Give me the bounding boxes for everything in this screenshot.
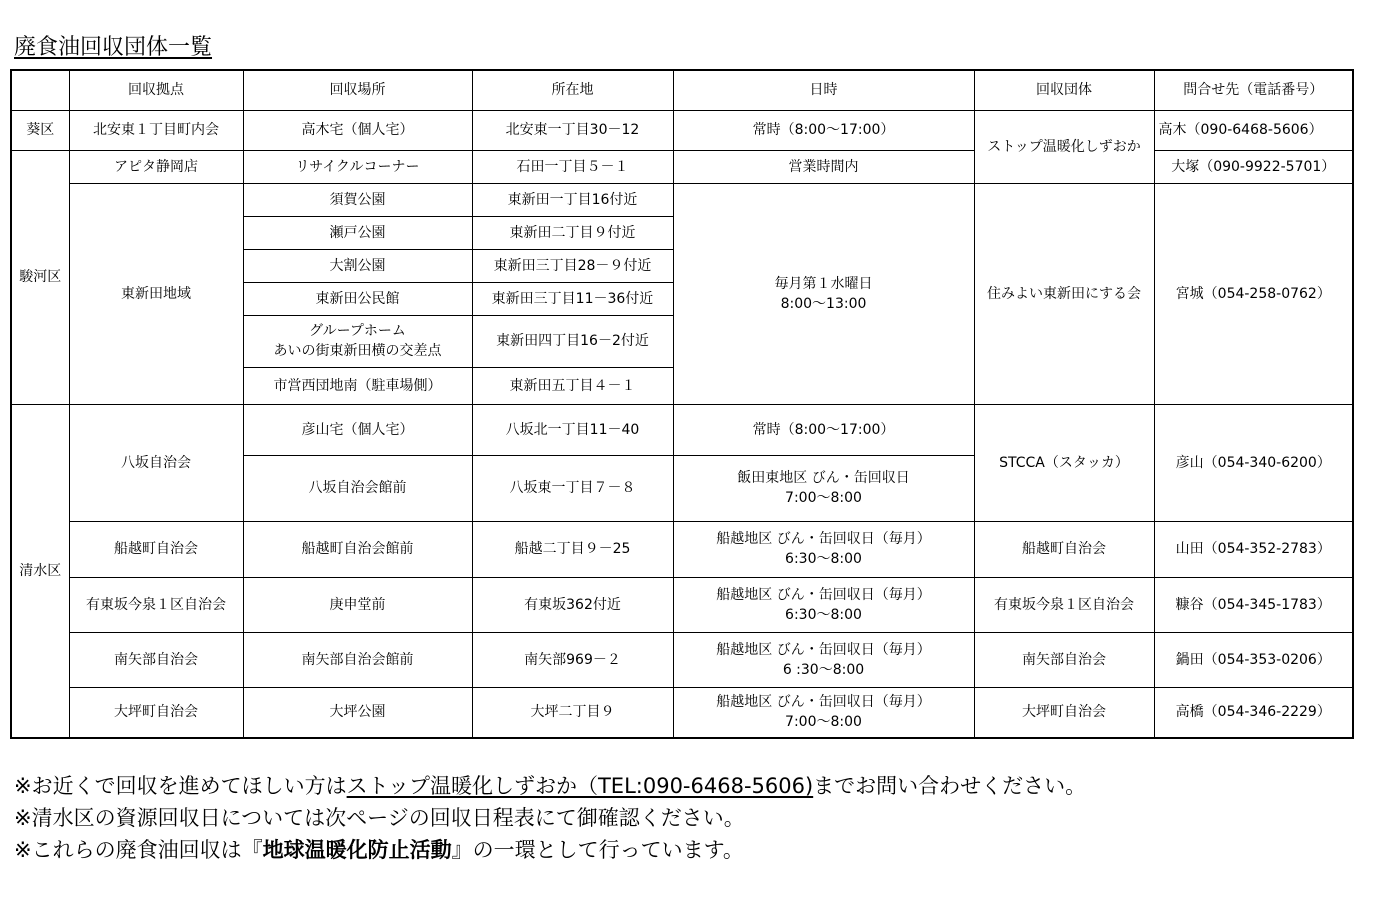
note-text: ※これらの廃食油回収は『 [14,838,263,862]
contact-cell: 彦山（054-340-6200） [1154,404,1353,521]
time-line: 6:30～8:00 [785,606,862,623]
ward-aoi: 葵区 [11,110,69,150]
address-cell: 東新田三丁目28－９付近 [472,249,673,282]
place-cell: 庚申堂前 [243,577,472,632]
place-cell: 高木宅（個人宅） [243,110,472,150]
time-line: 飯田東地区 びん・缶回収日 [737,470,910,486]
time-cell [673,632,974,687]
base-cell: 有東坂今泉１区自治会 [69,577,243,632]
address-cell: 大坪二丁目９ [472,687,673,738]
table-row [11,687,1353,738]
header-row [11,70,1353,110]
time-cell [673,521,974,577]
address-cell: 八坂北一丁目11－40 [472,404,673,455]
contact-cell: 大塚（090-9922-5701） [1154,150,1353,183]
header-place: 回収場所 [243,70,472,110]
table-row [11,632,1353,687]
address-cell: 船越二丁目９－25 [472,521,673,577]
time-cell: 常時（8:00～17:00） [673,404,974,455]
group-cell: 南矢部自治会 [974,632,1154,687]
address-cell: 東新田五丁目４－１ [472,367,673,404]
time-cell: 営業時間内 [673,150,974,183]
table-row [11,183,1353,216]
place-line: あいの街東新田横の交差点 [273,343,442,359]
note-text: 』の一環として行っています。 [451,838,744,862]
time-cell [673,577,974,632]
time-line: 6 :30～8:00 [782,661,865,678]
ward-suruga: 駿河区 [11,150,69,404]
contact-cell: 高橋（054-346-2229） [1154,687,1353,738]
note-emphasis: 地球温暖化防止活動 [262,838,452,862]
contact-cell: 鍋田（054-353-0206） [1154,632,1353,687]
contact-cell: 山田（054-352-2783） [1154,521,1353,577]
contact-link[interactable]: ストップ温暖化しずおか（TEL:090-6468-5606) [346,774,814,798]
base-cell: 東新田地域 [69,183,243,404]
place-cell: 須賀公園 [243,183,472,216]
base-cell: 船越町自治会 [69,521,243,577]
time-line: 船越地区 びん・缶回収日（毎月） [716,531,931,547]
address-cell: 東新田一丁目16付近 [472,183,673,216]
note-line-2: ※清水区の資源回収日については次ページの回収日程表にて御確認ください。 [14,806,745,830]
base-cell: 南矢部自治会 [69,632,243,687]
time-line: 7:00～8:00 [785,490,862,506]
time-line: 7:00～8:00 [785,714,862,731]
contact-cell: 高木（090-6468-5606） [1154,110,1353,150]
note-line-3 [14,834,1086,866]
place-cell: 東新田公民館 [243,282,472,315]
header-time: 日時 [673,70,974,110]
time-line: 毎月第１水曜日 [774,275,873,292]
time-line: 船越地区 びん・缶回収日（毎月） [716,641,931,658]
note-text: までお問い合わせください。 [813,774,1087,798]
contact-cell: 糠谷（054-345-1783） [1154,577,1353,632]
notes [14,770,1086,866]
base-cell: 八坂自治会 [69,404,243,521]
group-cell: 船越町自治会 [974,521,1154,577]
page-title: 廃食油回収団体一覧 [14,35,213,60]
place-cell: 八坂自治会館前 [243,455,472,521]
address-cell: 南矢部969－２ [472,632,673,687]
place-cell: 市営西団地南（駐車場側） [243,367,472,404]
table-row [11,404,1353,455]
address-cell: 東新田二丁目９付近 [472,216,673,249]
address-cell: 北安東一丁目30－12 [472,110,673,150]
ward-shimizu: 清水区 [11,404,69,738]
time-cell [673,455,974,521]
group-cell: ストップ温暖化しずおか [974,110,1154,183]
address-cell: 八坂東一丁目７－８ [472,455,673,521]
place-line: グループホーム [309,323,406,339]
time-cell: 常時（8:00～17:00） [673,110,974,150]
base-cell: アピタ静岡店 [69,150,243,183]
header-ward-cell [11,70,69,110]
group-cell: 大坪町自治会 [974,687,1154,738]
table-row [11,577,1353,632]
time-cell [673,687,974,738]
place-cell: 船越町自治会館前 [243,521,472,577]
time-line: 8:00～13:00 [780,295,867,312]
place-cell: 南矢部自治会館前 [243,632,472,687]
header-base: 回収拠点 [69,70,243,110]
note-text: ※お近くで回収を進めてほしい方は [14,774,347,798]
table-row [11,110,1353,150]
table-row [11,521,1353,577]
time-line: 6:30～8:00 [785,551,862,567]
place-cell [243,315,472,367]
address-cell: 石田一丁目５－１ [472,150,673,183]
base-cell: 大坪町自治会 [69,687,243,738]
place-cell: 彦山宅（個人宅） [243,404,472,455]
header-contact: 問合せ先（電話番号） [1154,70,1353,110]
time-line: 船越地区 びん・缶回収日（毎月） [716,586,931,603]
place-cell: リサイクルコーナー [243,150,472,183]
header-address: 所在地 [472,70,673,110]
place-cell: 大割公園 [243,249,472,282]
note-line-1 [14,770,1086,802]
time-cell [673,183,974,404]
contact-cell: 宮城（054-258-0762） [1154,183,1353,404]
place-cell: 大坪公園 [243,687,472,738]
collection-table [10,69,1354,739]
place-cell: 瀬戸公園 [243,216,472,249]
base-cell: 北安東１丁目町内会 [69,110,243,150]
address-cell: 有東坂362付近 [472,577,673,632]
header-group: 回収団体 [974,70,1154,110]
address-cell: 東新田四丁目16－2付近 [472,315,673,367]
time-line: 船越地区 びん・缶回収日（毎月） [716,694,931,711]
group-cell: 住みよい東新田にする会 [974,183,1154,404]
address-cell: 東新田三丁目11－36付近 [472,282,673,315]
group-cell: 有東坂今泉１区自治会 [974,577,1154,632]
group-cell: STCCA（スタッカ） [974,404,1154,521]
